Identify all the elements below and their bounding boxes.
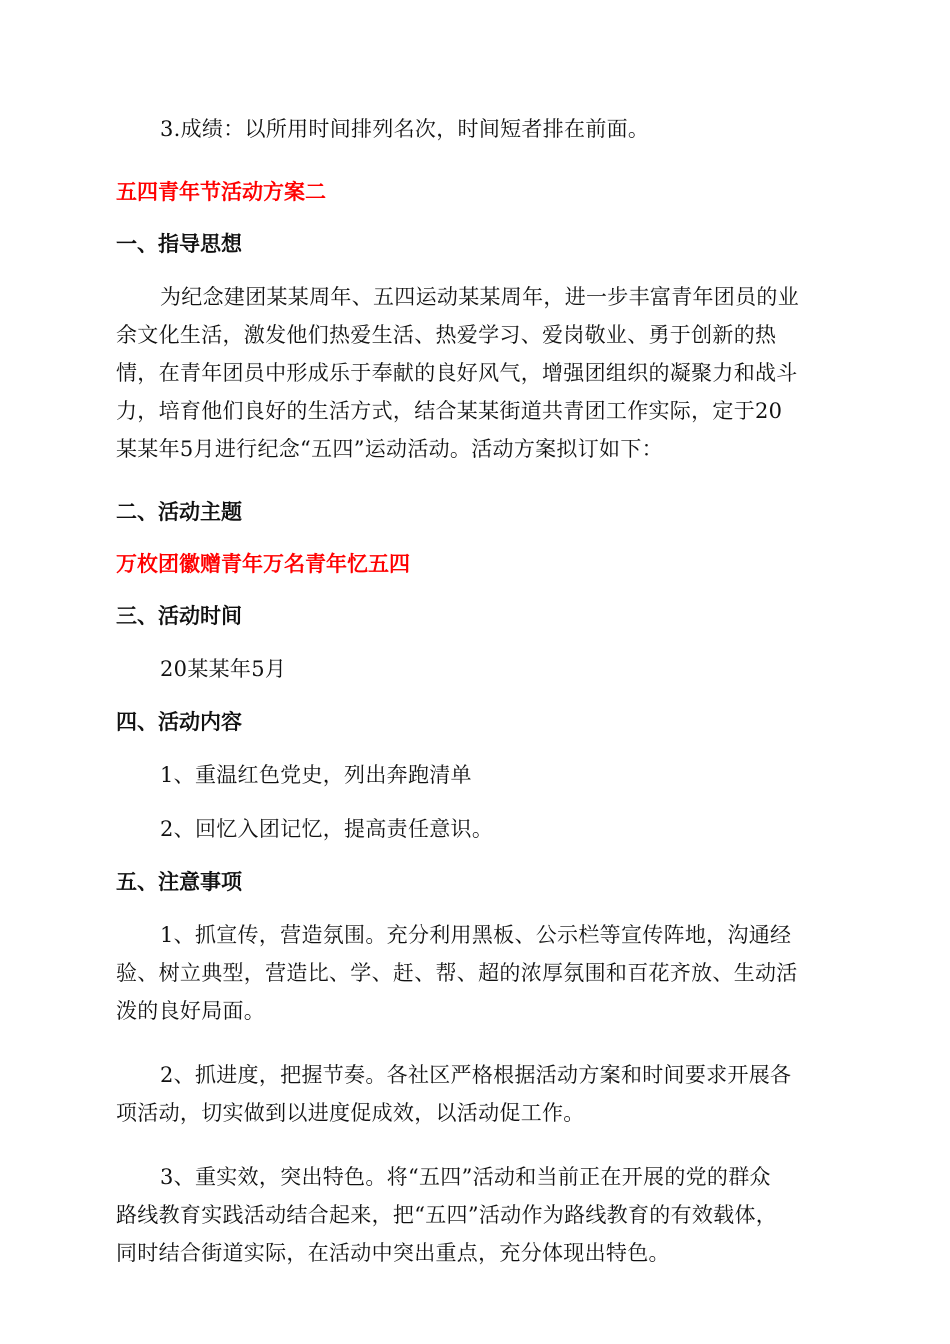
document-body <box>116 110 836 1298</box>
activity-theme-text: 万枚团徽赠青年万名青年忆五四 <box>116 552 410 576</box>
activity-content-item-2: 2、回忆入团记忆，提高责任意识。 <box>160 817 494 841</box>
plan-two-title: 五四青年节活动方案二 <box>116 180 326 204</box>
heading-activity-theme: 二、活动主题 <box>116 500 242 524</box>
note-item-2: 2、抓进度，把握节奏。各社区严格根据活动方案和时间要求开展各 项活动，切实做到以进度促成效，以活动促工作。 <box>116 1063 792 1125</box>
activity-content-item-1: 1、重温红色党史，列出奔跑清单 <box>160 763 472 787</box>
heading-activity-time: 三、活动时间 <box>116 604 242 628</box>
score-rule-line: 3.成绩：以所用时间排列名次，时间短者排在前面。 <box>160 117 650 141</box>
activity-time-value: 20某某年5月 <box>160 657 287 681</box>
heading-notes: 五、注意事项 <box>116 870 242 894</box>
note-item-1: 1、抓宣传，营造氛围。充分利用黑板、公示栏等宣传阵地，沟通经 验、树立典型，营造比、学、赶、帮、超的浓厚氛围和百花齐放、生动活 泼的良好局面。 <box>116 923 798 1023</box>
heading-activity-content: 四、活动内容 <box>116 710 242 734</box>
heading-guiding-ideology: 一、指导思想 <box>116 232 242 256</box>
note-item-3: 3、重实效，突出特色。将“五四”活动和当前正在开展的党的群众 路线教育实践活动结合起来，把“五四”活动作为路线教育的有效载体， 同时结合街道实际，在活动中突出重点，充分体现出特色。 <box>116 1165 778 1265</box>
guiding-ideology-paragraph: 为纪念建团某某周年、五四运动某某周年，进一步丰富青年团员的业 余文化生活，激发他们热爱生活、热爱学习、爱岗敬业、勇于创新的热 情，在青年团员中形成乐于奉献的良好风气，增强团组织的凝聚力和战斗 力，培育他们良好的生活方式，结合某某街道共青团工作实际，定于20 某某年5月进行纪念“五四”运动活动。活动方案拟订如下： <box>116 285 799 461</box>
